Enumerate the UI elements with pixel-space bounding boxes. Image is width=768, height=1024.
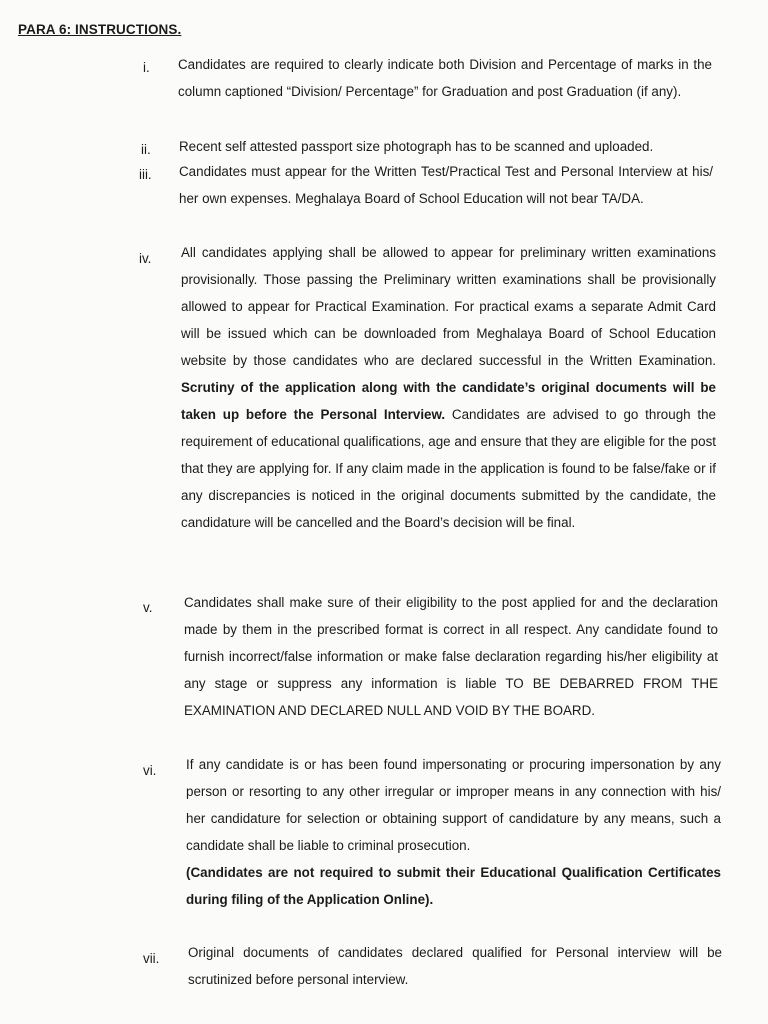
instruction-bold-text: Scrutiny of the application along with the candidate’s original documents will be taken up before the Personal Interview. bbox=[181, 380, 716, 422]
item-number: iv. bbox=[139, 251, 152, 266]
instruction-text: If any candidate is or has been found impersonating or procuring impersonation by any person or resorting to any other irregular or improper means in any connection with his/ her candidature for selection or obtaining support of candidature by any means, such a candidate shall be liable to criminal prosecution. bbox=[186, 757, 721, 853]
instruction-text: Candidates are required to clearly indicate both Division and Percentage of marks in the column captioned “Division/ Percentage” for Graduation and post Graduation (if any). bbox=[178, 57, 712, 99]
item-number: v. bbox=[143, 600, 153, 615]
instruction-item bbox=[179, 133, 713, 160]
item-number: iii. bbox=[139, 167, 152, 182]
instruction-text: Candidates are advised to go through the requirement of educational qualifications, age and ensure that they are eligible for the post that they are applying for. If any claim made in the application is found to be false/fake or if any discrepancies is noticed in the original documents submitted by the candidate, the candidature will be cancelled and the Board’s decision will be final. bbox=[181, 407, 716, 530]
instruction-item bbox=[178, 51, 712, 105]
instruction-text: Original documents of candidates declared qualified for Personal interview will be scrutinized before personal interview. bbox=[188, 945, 722, 987]
instruction-text: All candidates applying shall be allowed to appear for preliminary written examinations provisionally. Those passing the Preliminary written examinations shall be provisionally allowed to appear for Practical Examination. For practical exams a separate Admit Card will be issued which can be downloaded from Meghalaya Board of School Education website by those candidates who are declared successful in the Written Examination. bbox=[181, 245, 716, 368]
instruction-item bbox=[186, 751, 721, 913]
section-heading: PARA 6: INSTRUCTIONS. bbox=[18, 22, 182, 37]
instruction-text: Candidates must appear for the Written Test/Practical Test and Personal Interview at his/ her own expenses. Meghalaya Board of School Education will not bear TA/DA. bbox=[179, 164, 713, 206]
item-number: vi. bbox=[143, 763, 157, 778]
instruction-item bbox=[184, 589, 718, 724]
instruction-note: (Candidates are not required to submit their Educational Qualification Certificates during filing of the Application Online). bbox=[186, 865, 721, 907]
item-number: ii. bbox=[141, 142, 151, 157]
instruction-item bbox=[188, 939, 722, 993]
instruction-item bbox=[179, 158, 713, 212]
item-number: i. bbox=[143, 60, 150, 75]
instruction-text: Candidates shall make sure of their eligibility to the post applied for and the declaration made by them in the prescribed format is correct in all respect. Any candidate found to furnish incorrect/false information or make false declaration regarding his/her eligibility at any stage or suppress any information is liable TO BE DEBARRED FROM THE EXAMINATION AND DECLARED NULL AND VOID BY THE BOARD. bbox=[184, 595, 718, 718]
instruction-text: Recent self attested passport size photograph has to be scanned and uploaded. bbox=[179, 139, 654, 154]
instruction-item bbox=[181, 239, 716, 536]
item-number: vii. bbox=[143, 951, 160, 966]
